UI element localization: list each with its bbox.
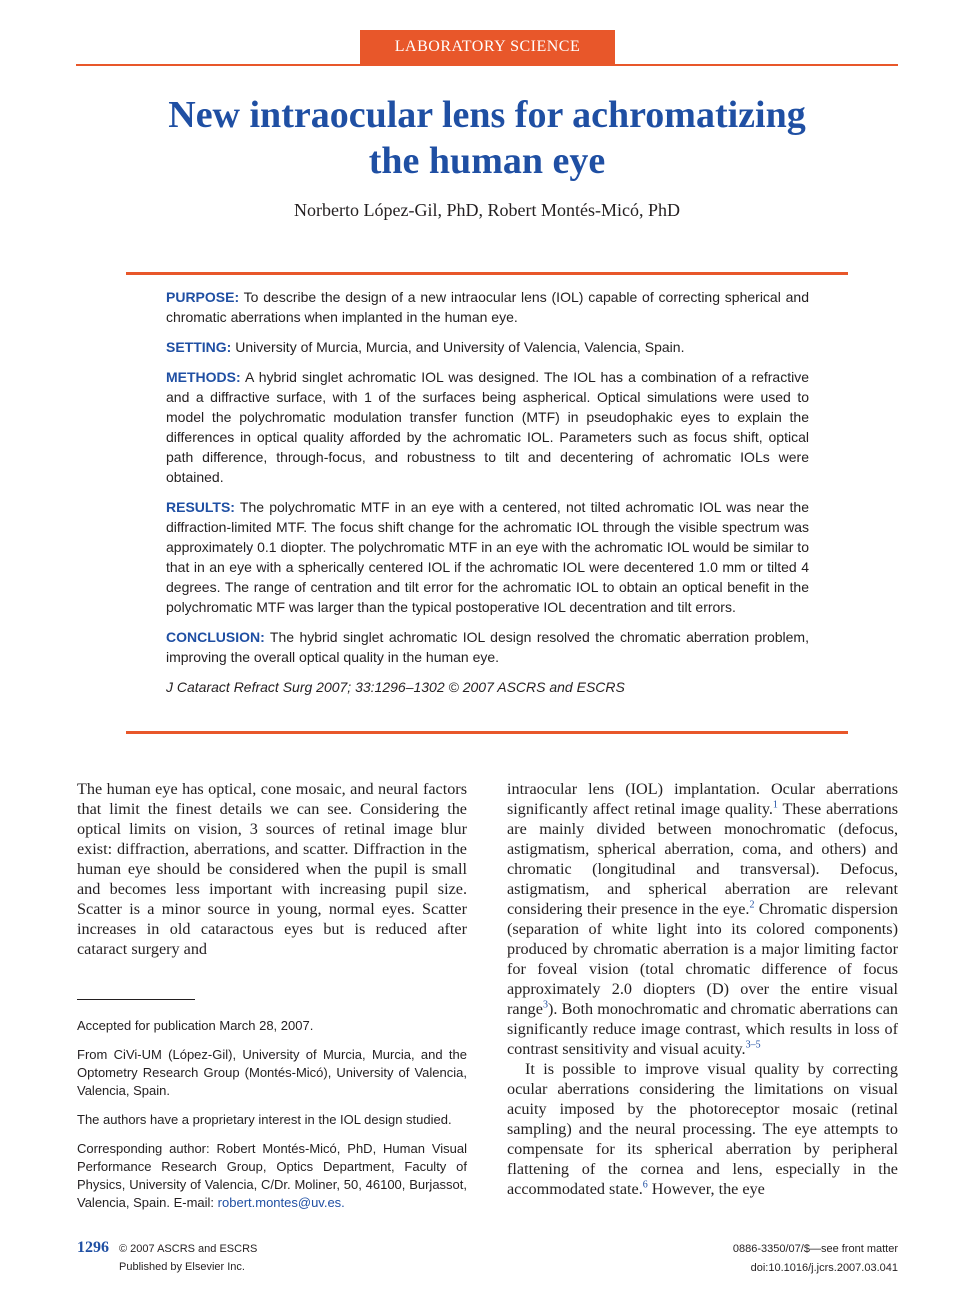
footer-copyright: © 2007 ASCRS and ESCRS [119,1243,258,1255]
results-label: RESULTS: [166,499,235,515]
footnote-corresponding [77,1140,467,1212]
body-paragraph [507,779,898,1059]
results-text: The polychromatic MTF in an eye with a centered, not tilted achromatic IOL was near the diffraction-limited MTF. The focus shift change for the achromatic IOL through the visible spectrum was approximately 0.1 diopter. The polychromatic MTF in an eye with the achromatic IOL would be similar to that in an eye with a spherically centered IOL if the achromatic IOL were decentered 1.0 mm or tilted 4 degrees. The range of centration and tilt error for the achromatic IOL to obtain an optical benefit in the polychromatic MTF was larger than the typical postoperative IOL decentration and tilt errors. [166,499,809,615]
page-number: 1296 [77,1239,109,1256]
body-text: intraocular lens (IOL) implantation. Ocular aberrations significantly affect retinal image quality. [507,780,898,818]
corresponding-author: Corresponding author: Robert Montés-Micó, PhD, Human Visual Performance Research Group, Optics Department, Faculty of Physics, University of Valencia, C/Dr. Moliner, 50, 46100, Burjassot, Valencia, Spain. E-mail: [77,1141,467,1210]
reference-link[interactable]: 1 [772,799,778,811]
reference-link[interactable]: 3–5 [745,1039,761,1051]
footer-right [733,1240,898,1278]
body-paragraph: The human eye has optical, cone mosaic, and neural factors that limit the finest details we can see. Considering the optical limits on vision, 3 sources of retinal image blur exist: diffraction, aberrations, and scatter. Diffraction in the human eye should be considered when the pupil is small and becomes less important with increasing pupil size. Scatter is a minor source in young, normal eyes. Scatter increases in old cataractous eyes but is reduced after cataract surgery and [77,780,467,958]
reference-link[interactable]: 6 [642,1179,648,1191]
abstract-methods [166,367,809,487]
abstract-bottom-rule [126,731,848,734]
purpose-label: PURPOSE: [166,289,240,305]
footer-doi[interactable]: doi:10.1016/j.jcrs.2007.03.041 [750,1262,898,1274]
email-link[interactable]: robert.montes@uv.es. [217,1195,345,1210]
article-title [76,92,898,184]
body-text: These aberrations are mainly divided between monochromatic (defocus, astigmatism, spherical aberration, coma, and others) and chromatic (longitudinal and transversal). Defocus, astigmatism, and spherical aberration are relevant considering their presence in the eye. [507,800,898,918]
body-column-right [507,779,898,1199]
body-paragraph [507,1059,898,1199]
article-authors: Norberto López-Gil, PhD, Robert Montés-Micó, PhD [294,200,680,220]
footnotes [77,1017,467,1223]
header-rule [76,64,898,66]
abstract-conclusion [166,627,809,667]
footnote-accepted: Accepted for publication March 28, 2007. [77,1018,314,1033]
body-text: ). Both monochromatic and chromatic aberrations can significantly reduce image contrast, which results in loss of contrast sensitivity and visual acuity. [507,1000,898,1058]
footnote-rule [77,999,195,1000]
footer-publisher: Published by Elsevier Inc. [119,1261,245,1273]
abstract [166,287,809,707]
conclusion-label: CONCLUSION: [166,629,265,645]
journal-citation: J Cataract Refract Surg 2007; 33:1296–1302 © 2007 ASCRS and ESCRS [166,679,625,695]
setting-text: University of Murcia, Murcia, and University of Valencia, Valencia, Spain. [231,339,685,355]
body-text: However, the eye [647,1180,765,1198]
abstract-purpose [166,287,809,327]
reference-link[interactable]: 2 [749,899,755,911]
section-label: LABORATORY SCIENCE [360,30,615,64]
abstract-top-rule [126,272,848,275]
body-text: It is possible to improve visual quality by correcting ocular aberrations considering the limitations on visual acuity imposed by the photoreceptor mosaic (retinal sampling) and the neural processing. The eye attempts to compensate for its spherical aberration by peripheral flattening of the cornea and lens, especially in the accommodated state. [507,1060,898,1198]
footer-left [77,1239,257,1276]
methods-text: A hybrid singlet achromatic IOL was designed. The IOL has a combination of a refractive and a diffractive surface, with 1 of the surfaces being aspherical. Optical simulations were used to model the polychromatic modulation transfer function (MTF) in pseudophakic eyes to explain the differences in optical quality afforded by the achromatic IOL. Parameters such as focus shift, optical path difference, through-focus, and robustness to tilt and decentering of achromatic IOLs were obtained. [166,369,809,485]
setting-label: SETTING: [166,339,232,355]
methods-label: METHODS: [166,369,241,385]
footer-issn: 0886-3350/07/$—see front matter [732,1243,898,1255]
body-text: Chromatic dispersion (separation of white light into its colored components) produced by chromatic aberration is a major limiting factor for foveal vision (total chromatic difference of focus approximately 2.0 diopters (D) over the entire visual range [507,900,899,1018]
abstract-results [166,497,809,617]
title-line-1: New intraocular lens for achromatizing [168,94,806,136]
title-line-2: the human eye [368,140,606,182]
conclusion-text: The hybrid singlet achromatic IOL design resolved the chromatic aberration problem, improving the overall optical quality in the human eye. [166,629,809,665]
body-column-left [77,779,467,959]
purpose-text: To describe the design of a new intraocular lens (IOL) capable of correcting spherical and chromatic aberrations when implanted in the human eye. [166,289,809,325]
footnote-affiliation: From CiVi-UM (López-Gil), University of Murcia, Murcia, and the Optometry Research Group (Montés-Micó), University of Valencia, Valencia, Spain. [77,1047,467,1098]
abstract-setting [166,337,809,357]
footnote-interest: The authors have a proprietary interest in the IOL design studied. [77,1112,452,1127]
reference-link[interactable]: 3 [542,999,548,1011]
